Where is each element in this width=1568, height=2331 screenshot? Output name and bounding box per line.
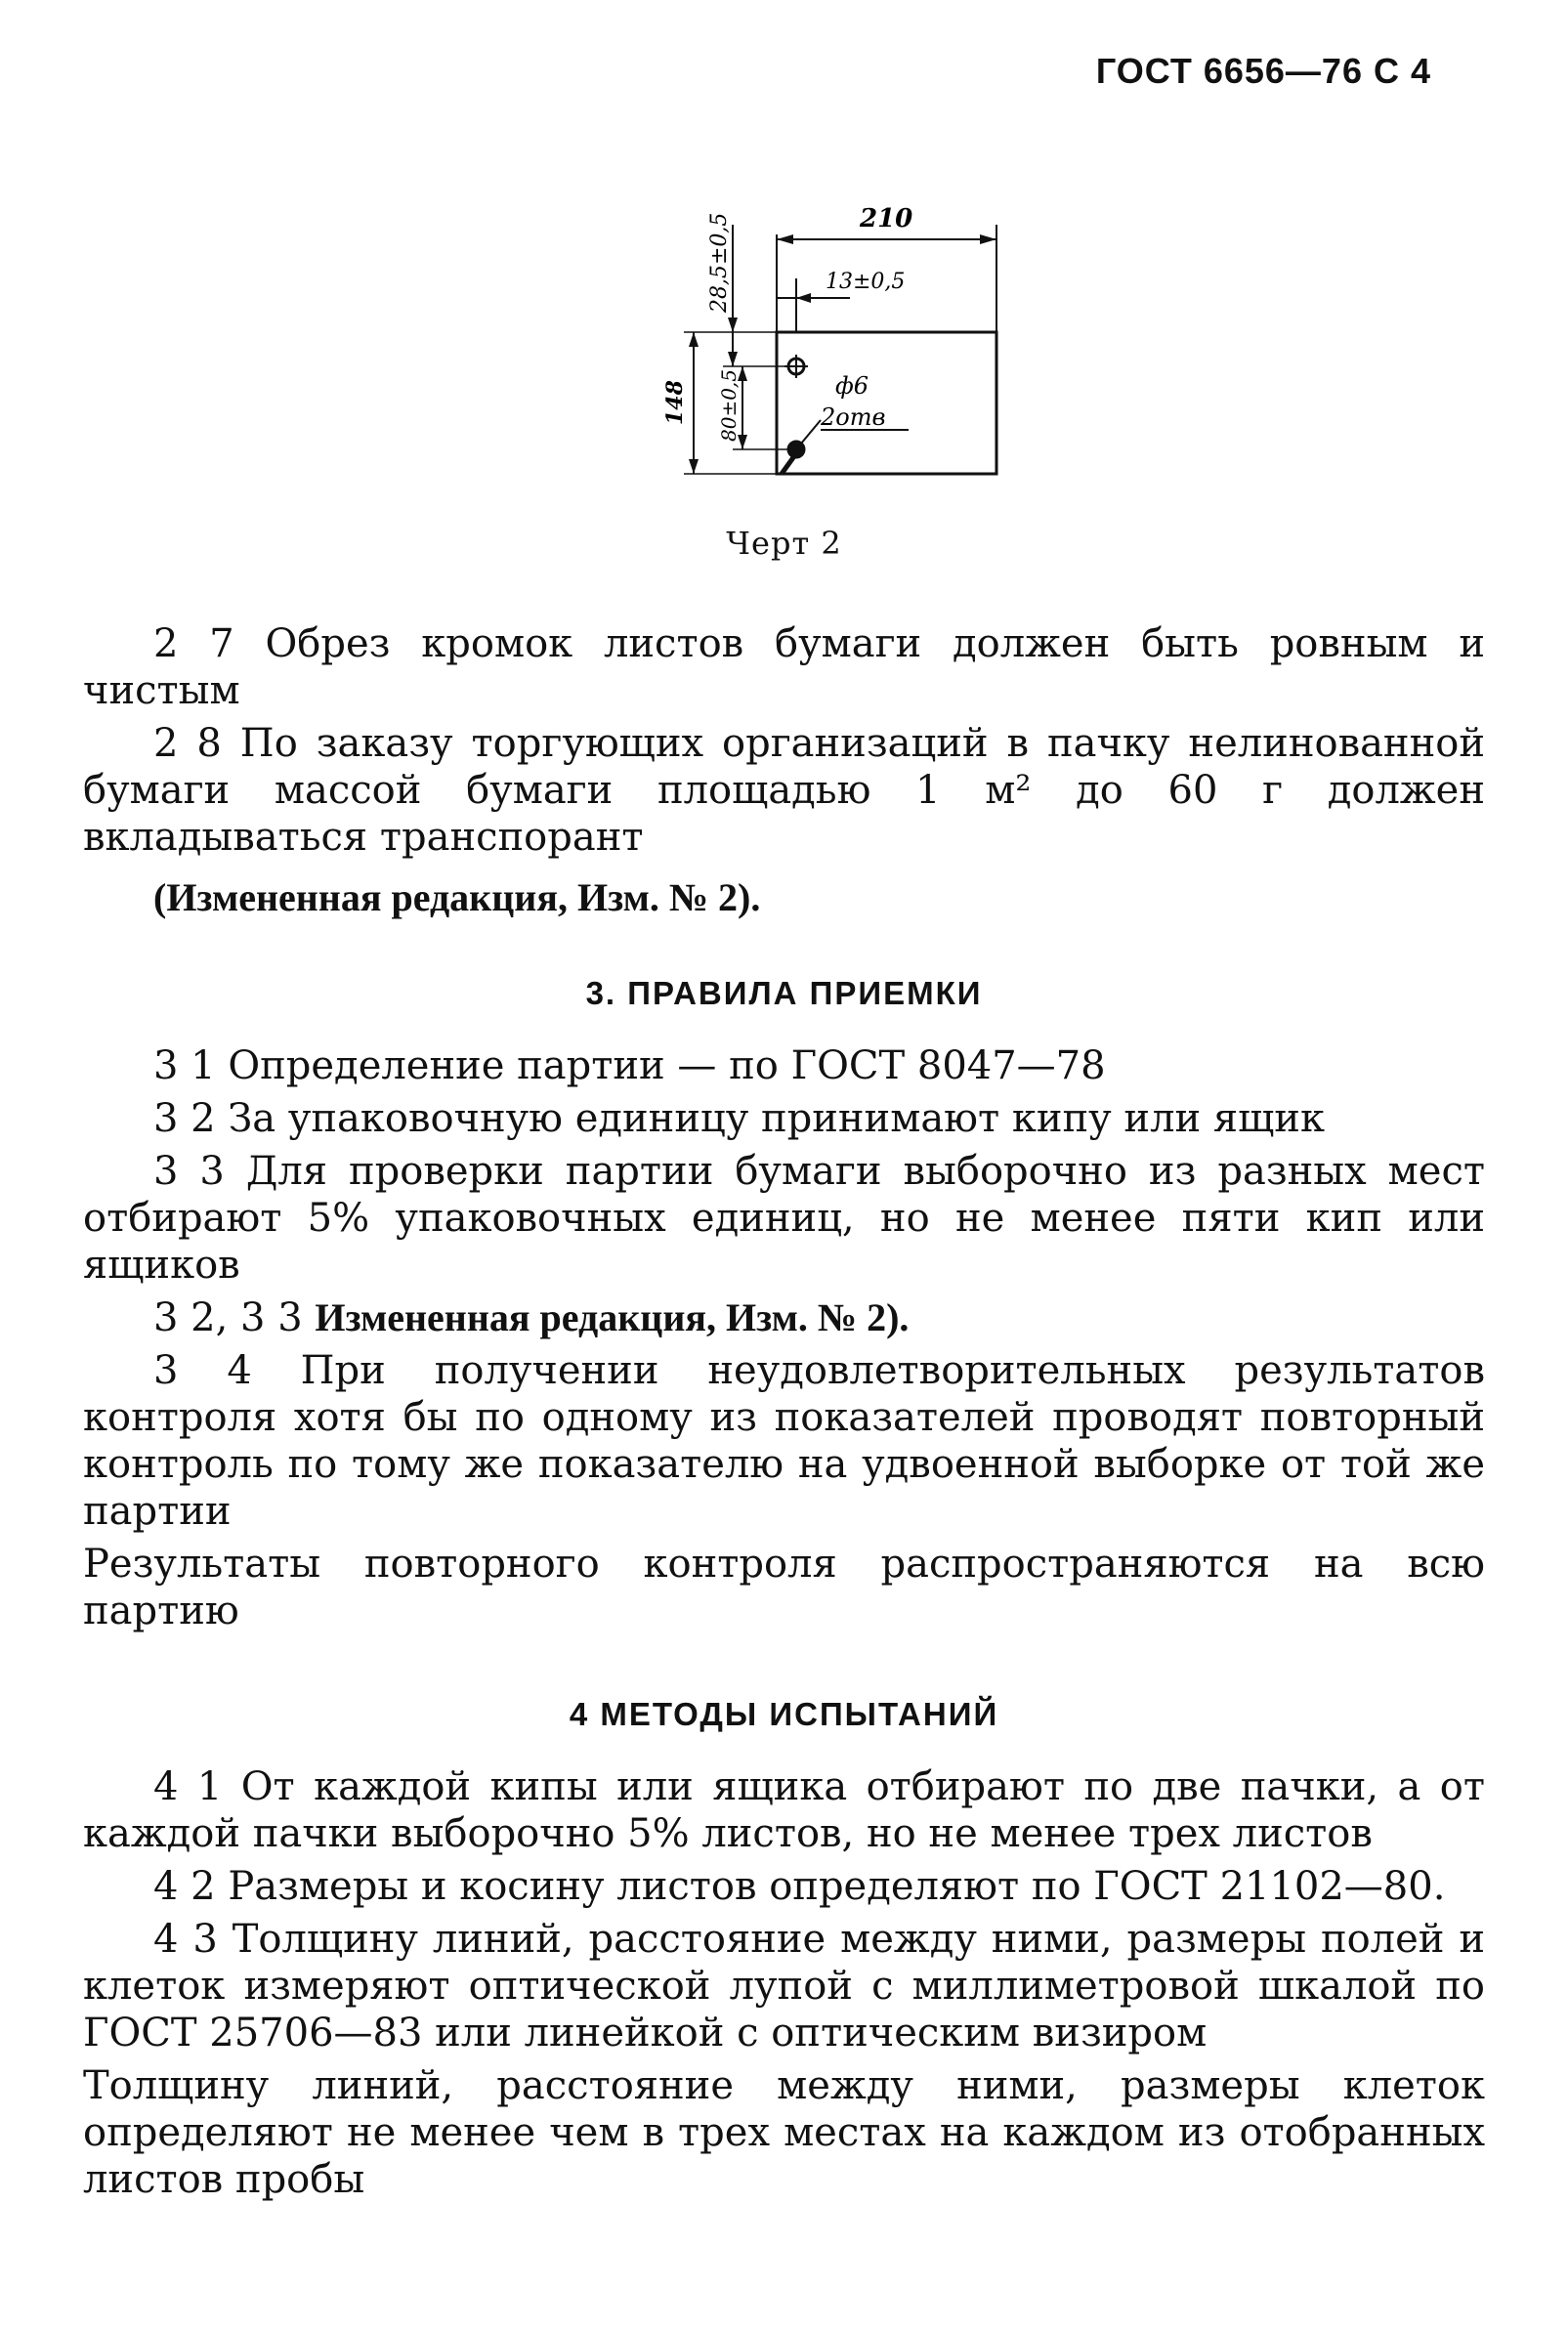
dim-top-label: 28,5±0,5 bbox=[707, 212, 732, 313]
amendment-note-3 bbox=[83, 1294, 1485, 1341]
clause-4-2: 4 2 Размеры и косину листов определяют по ГОСТ 21102—80. bbox=[153, 1864, 1446, 1909]
clause-2-8: 2 8 По заказу торгующих организаций в пачку нелинованной бумаги массой бумаги площадью 1 м² до 60 г должен вкладываться транспорант bbox=[83, 721, 1485, 860]
clause-3-2: 3 2 За упаковочную единицу принимают кипу или ящик bbox=[153, 1096, 1325, 1141]
hole-count-label: 2отв bbox=[821, 403, 886, 431]
clause-2-7: 2 7 Обрез кромок листов бумаги должен быть ровным и чистым bbox=[83, 621, 1485, 713]
hole-diameter-label: ф6 bbox=[835, 372, 869, 400]
clause-3-3: 3 3 Для проверки партии бумаги выборочно из разных мест отбирают 5% упаковочных единиц, но не менее пяти кип или ящиков bbox=[83, 1149, 1485, 1288]
clause-4-1: 4 1 От каждой кипы или ящика отбирают по две пачки, а от каждой пачки выборочно 5% листов, но не менее трех листов bbox=[83, 1764, 1485, 1856]
dim-hole-spacing-label: 80±0,5 bbox=[717, 368, 741, 442]
dim-offset-label: 13±0,5 bbox=[826, 270, 906, 294]
figure-caption: Черт 2 bbox=[726, 525, 842, 562]
clause-4-3-continuation: Толщину линий, расстояние между ними, размеры клеток определяют не менее чем в трех местах на каждом из отобранных листов пробы bbox=[83, 2063, 1485, 2202]
section-4-title: 4 МЕТОДЫ ИСПЫТАНИЙ bbox=[569, 1696, 999, 1732]
page-header: ГОСТ 6656—76 С 4 bbox=[1095, 51, 1431, 91]
clause-3-4-continuation: Результаты повторного контроля распространяются на всю партию bbox=[83, 1542, 1485, 1633]
clause-3-1: 3 1 Определение партии — по ГОСТ 8047—78 bbox=[153, 1043, 1106, 1088]
sheet-outline bbox=[777, 332, 996, 474]
amendment-note-3-text: Измененная редакция, Изм. № 2). bbox=[315, 1295, 910, 1339]
document-body bbox=[83, 620, 1485, 2209]
dim-width-label: 210 bbox=[860, 204, 913, 233]
amendment-note-2: (Измененная редакция, Изм. № 2). bbox=[153, 875, 761, 919]
amendment-note-3-prefix: 3 2, 3 3 bbox=[153, 1295, 303, 1340]
section-3-title: 3. ПРАВИЛА ПРИЕМКИ bbox=[585, 975, 983, 1011]
clause-4-3: 4 3 Толщину линий, расстояние между ними, размеры полей и клеток измеряют оптической лупой с миллиметровой шкалой по ГОСТ 25706—83 или линейкой с оптическим визиром bbox=[83, 1917, 1485, 2056]
clause-3-4: 3 4 При получении неудовлетворительных результатов контроля хотя бы по одному из показателей проводят повторный контроль по тому же показателю на удвоенной выборке от той же партии bbox=[83, 1348, 1485, 1534]
dim-height-label: 148 bbox=[662, 380, 688, 425]
technical-drawing bbox=[625, 186, 1016, 498]
